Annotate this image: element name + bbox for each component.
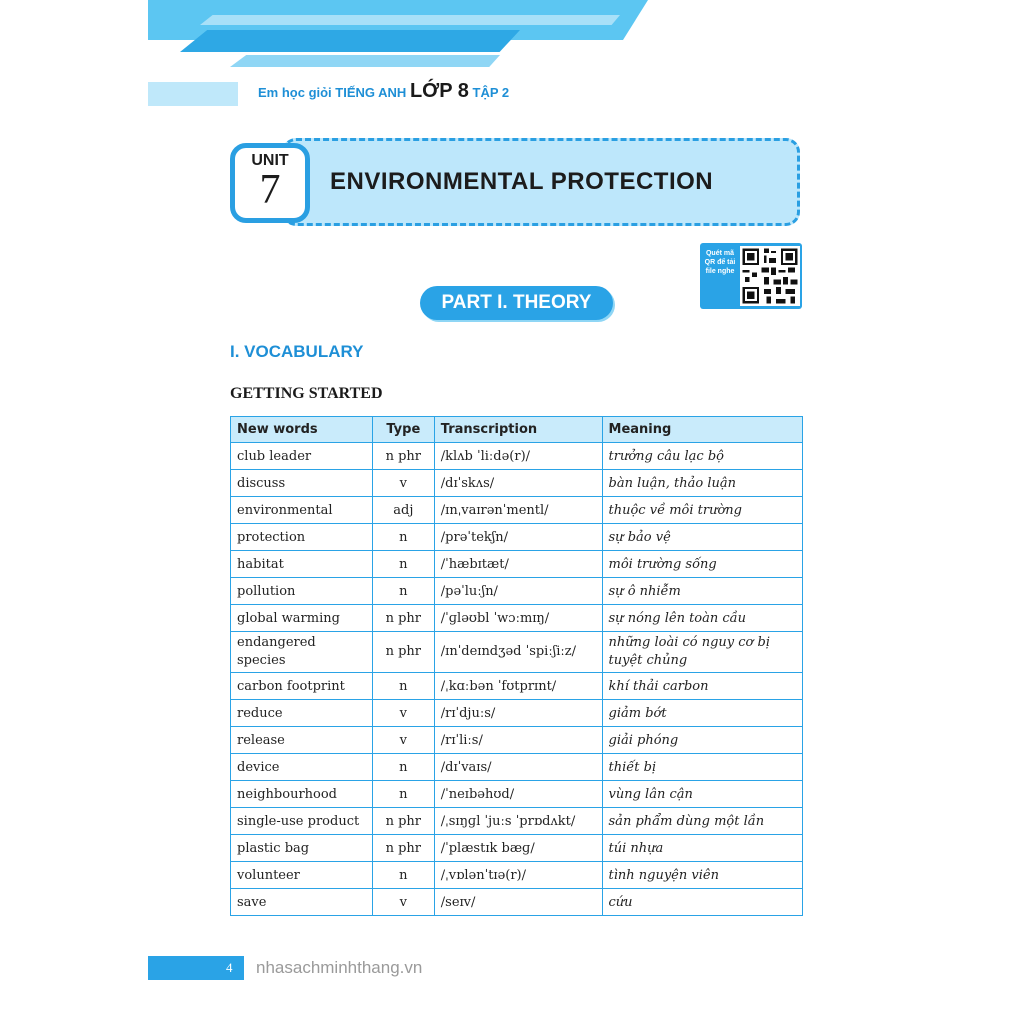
meaning-cell: trưởng câu lạc bộ (602, 443, 802, 470)
table-row (231, 727, 803, 754)
type-cell: n (372, 551, 434, 578)
type-cell: v (372, 470, 434, 497)
transcription-cell: /klʌb ˈliːdə(r)/ (434, 443, 602, 470)
grade-label: LỚP 8 (409, 80, 469, 102)
type-cell: n phr (372, 443, 434, 470)
word-cell: volunteer (231, 862, 373, 889)
header-stripe (200, 15, 620, 25)
series-prefix: Em học giỏi TIẾNG ANH (258, 85, 407, 100)
word-cell: protection (231, 524, 373, 551)
table-row (231, 470, 803, 497)
meaning-cell: khí thải carbon (602, 673, 802, 700)
type-cell: n (372, 754, 434, 781)
transcription-cell: /ˈplæstɪk bæɡ/ (434, 835, 602, 862)
type-cell: n phr (372, 808, 434, 835)
qr-caption: Quét mã QR để tải file nghe (704, 250, 736, 275)
word-cell: discuss (231, 470, 373, 497)
header-meaning: Meaning (602, 417, 802, 443)
type-cell: n (372, 862, 434, 889)
meaning-cell: bàn luận, thảo luận (602, 470, 802, 497)
transcription-cell: /ˌsɪŋɡl ˈjuːs ˈprɒdʌkt/ (434, 808, 602, 835)
word-cell: pollution (231, 578, 373, 605)
transcription-cell: /ɪnˈdeɪndʒəd ˈspiːʃiːz/ (434, 632, 602, 673)
meaning-cell: vùng lân cận (602, 781, 802, 808)
transcription-cell: /prəˈtekʃn/ (434, 524, 602, 551)
transcription-cell: /ˌkɑːbən ˈfʊtprɪnt/ (434, 673, 602, 700)
meaning-cell: sự bảo vệ (602, 524, 802, 551)
table-row (231, 889, 803, 916)
footer-website: nhasachminhthang.vn (256, 958, 423, 977)
word-cell: single-use product (231, 808, 373, 835)
transcription-cell: /dɪˈskʌs/ (434, 470, 602, 497)
vocabulary-table (230, 416, 803, 916)
subsection-title: GETTING STARTED (230, 385, 383, 402)
meaning-cell: môi trường sống (602, 551, 802, 578)
table-row (231, 551, 803, 578)
unit-number: 7 (259, 167, 281, 213)
transcription-cell: /ˌvɒlənˈtɪə(r)/ (434, 862, 602, 889)
word-cell: plastic bag (231, 835, 373, 862)
page-number: 4 (226, 960, 233, 975)
table-row (231, 524, 803, 551)
book-series-title (258, 80, 509, 103)
word-cell: neighbourhood (231, 781, 373, 808)
word-cell: club leader (231, 443, 373, 470)
type-cell: n phr (372, 605, 434, 632)
word-cell: release (231, 727, 373, 754)
transcription-cell: /rɪˈliːs/ (434, 727, 602, 754)
transcription-cell: /pəˈluːʃn/ (434, 578, 602, 605)
word-cell: global warming (231, 605, 373, 632)
meaning-cell: giải phóng (602, 727, 802, 754)
volume-label: TẬP 2 (472, 85, 510, 100)
header-stripe (180, 30, 520, 52)
meaning-cell: thiết bị (602, 754, 802, 781)
type-cell: n phr (372, 835, 434, 862)
type-cell: n (372, 524, 434, 551)
transcription-cell: /ɪnˌvaɪrənˈmentl/ (434, 497, 602, 524)
table-row (231, 673, 803, 700)
table-row (231, 497, 803, 524)
qr-code-icon[interactable] (740, 246, 800, 306)
type-cell: n (372, 781, 434, 808)
word-cell: save (231, 889, 373, 916)
table-row (231, 605, 803, 632)
transcription-cell: /ˈɡləʊbl ˈwɔːmɪŋ/ (434, 605, 602, 632)
header-stripe (148, 82, 238, 106)
meaning-cell: sự ô nhiễm (602, 578, 802, 605)
word-cell: habitat (231, 551, 373, 578)
type-cell: n (372, 673, 434, 700)
table-row (231, 700, 803, 727)
word-cell: environmental (231, 497, 373, 524)
table-row (231, 754, 803, 781)
type-cell: v (372, 700, 434, 727)
table-row (231, 781, 803, 808)
word-cell: endangered species (231, 632, 373, 673)
header-type: Type (372, 417, 434, 443)
type-cell: adj (372, 497, 434, 524)
meaning-cell: sản phẩm dùng một lần (602, 808, 802, 835)
word-cell: device (231, 754, 373, 781)
header-stripe (230, 55, 500, 67)
meaning-cell: cứu (602, 889, 802, 916)
transcription-cell: /seɪv/ (434, 889, 602, 916)
qr-block (700, 243, 802, 309)
meaning-cell: sự nóng lên toàn cầu (602, 605, 802, 632)
type-cell: v (372, 889, 434, 916)
unit-badge (230, 143, 310, 223)
vocabulary-table-body (231, 443, 803, 916)
meaning-cell: tình nguyện viên (602, 862, 802, 889)
part-title: PART I. THEORY (420, 286, 613, 320)
type-cell: n (372, 578, 434, 605)
transcription-cell: /rɪˈdjuːs/ (434, 700, 602, 727)
type-cell: n phr (372, 632, 434, 673)
section-title: I. VOCABULARY (230, 342, 364, 361)
transcription-cell: /ˈneɪbəhʊd/ (434, 781, 602, 808)
meaning-cell: thuộc về môi trường (602, 497, 802, 524)
unit-label: UNIT (251, 152, 289, 169)
header-new-words: New words (231, 417, 373, 443)
header-transcription: Transcription (434, 417, 602, 443)
word-cell: reduce (231, 700, 373, 727)
unit-title: ENVIRONMENTAL PROTECTION (330, 168, 714, 195)
type-cell: v (372, 727, 434, 754)
table-row (231, 443, 803, 470)
transcription-cell: /dɪˈvaɪs/ (434, 754, 602, 781)
table-row (231, 578, 803, 605)
word-cell: carbon footprint (231, 673, 373, 700)
meaning-cell: những loài có nguy cơ bị tuyệt chủng (602, 632, 802, 673)
table-row (231, 862, 803, 889)
table-header-row (231, 417, 803, 443)
meaning-cell: túi nhựa (602, 835, 802, 862)
table-row (231, 835, 803, 862)
table-row (231, 808, 803, 835)
transcription-cell: /ˈhæbɪtæt/ (434, 551, 602, 578)
meaning-cell: giảm bớt (602, 700, 802, 727)
table-row (231, 632, 803, 673)
